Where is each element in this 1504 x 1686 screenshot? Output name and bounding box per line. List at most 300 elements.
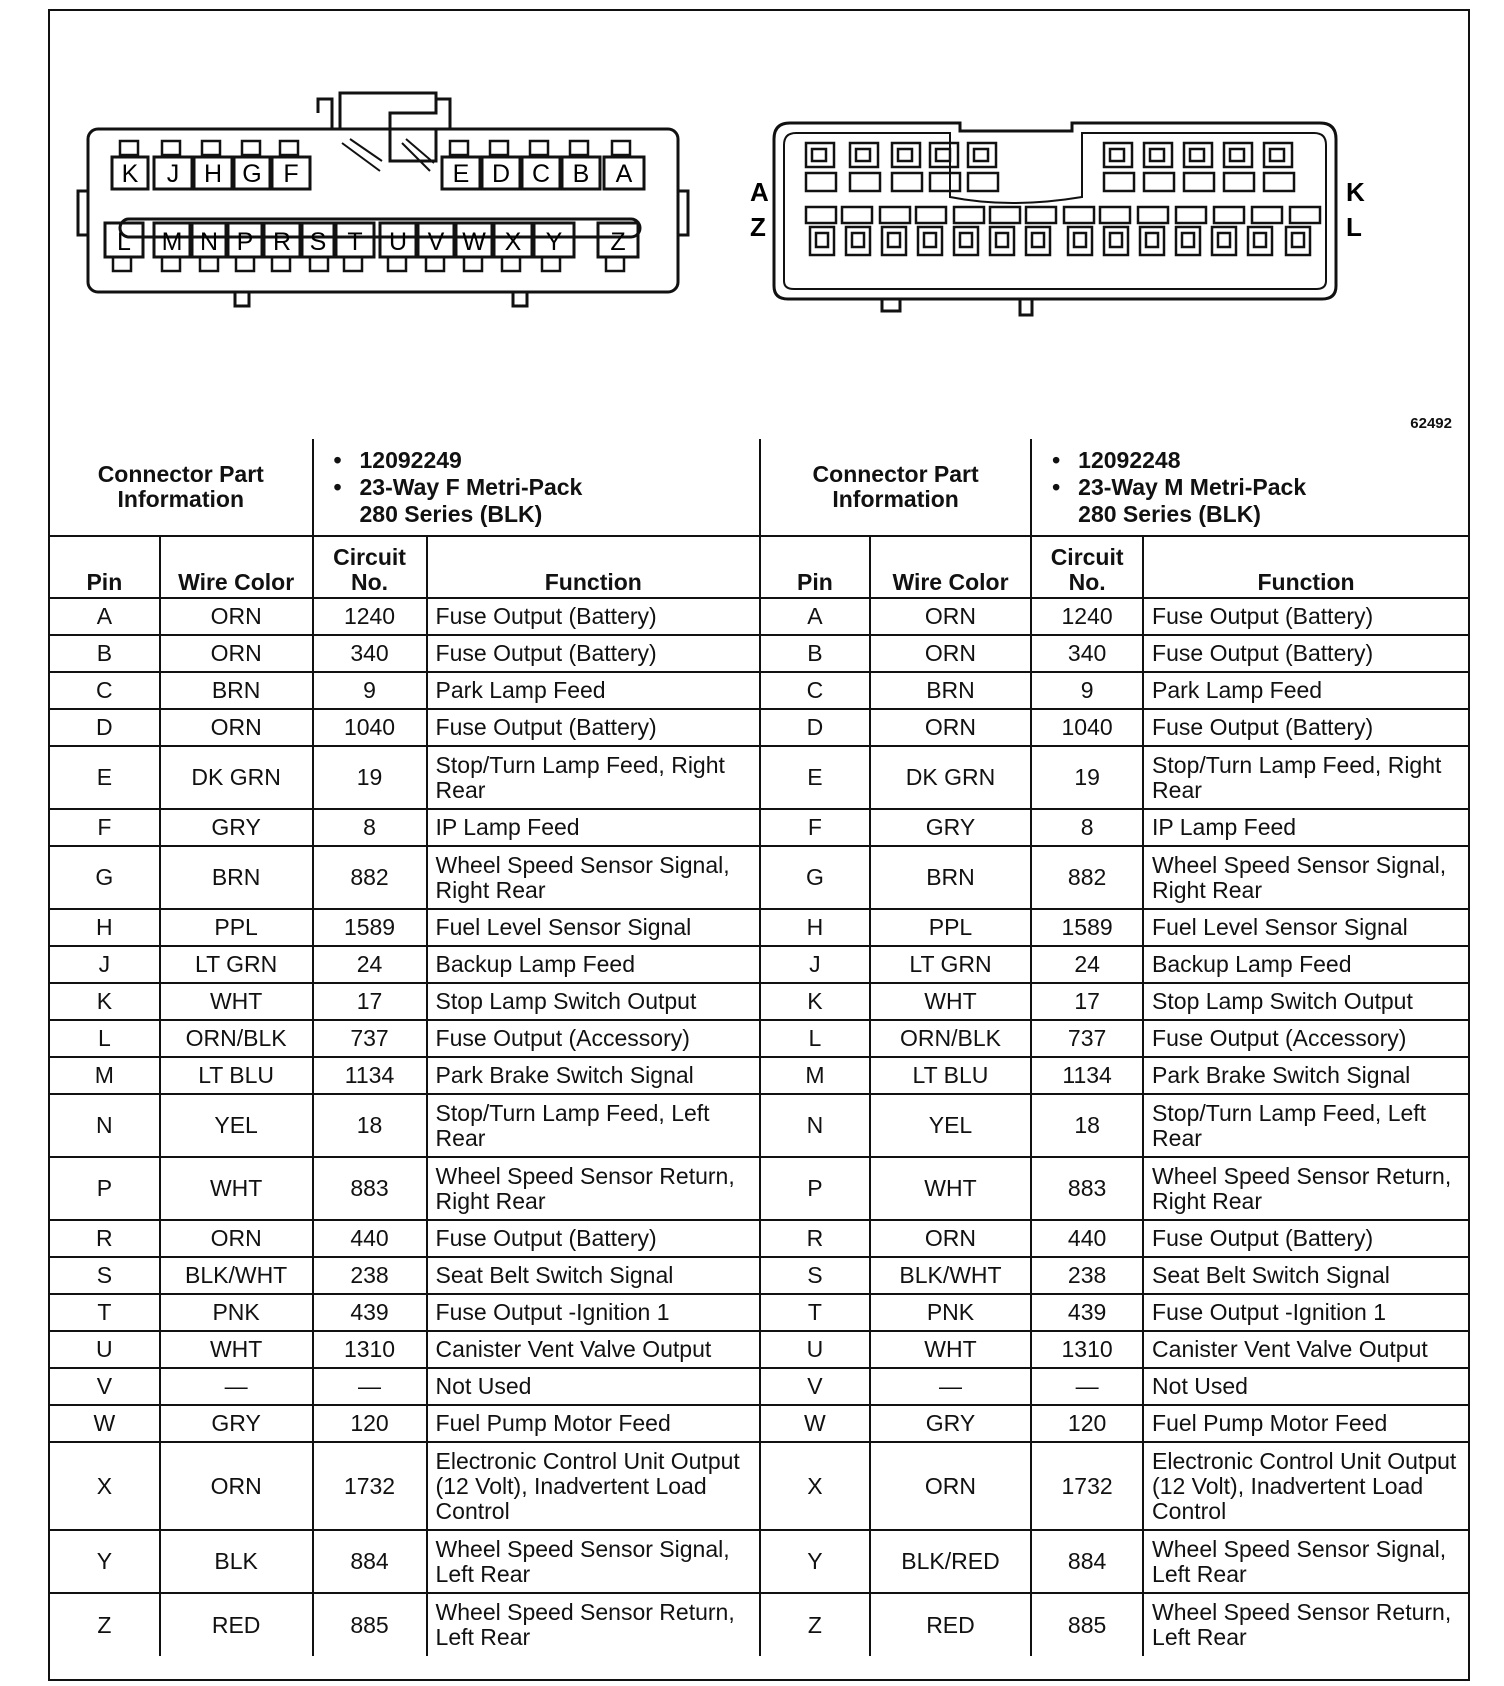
left-function-cell: Seat Belt Switch Signal <box>427 1257 761 1294</box>
right-wire-color-cell: PPL <box>870 909 1031 946</box>
male-lower-lock <box>916 207 946 223</box>
table-row <box>50 1020 1468 1057</box>
left-pin-cell: P <box>50 1157 160 1220</box>
male-lower-lock <box>880 207 910 223</box>
left-pin-cell: U <box>50 1331 160 1368</box>
right-wire-color-cell: — <box>870 1368 1031 1405</box>
table-row <box>50 909 1468 946</box>
left-wire-color-cell: LT GRN <box>160 946 313 983</box>
terminal-post <box>490 141 508 155</box>
male-label-left-top: A <box>750 177 769 207</box>
right-pin-cell: D <box>760 709 870 746</box>
table-row <box>50 983 1468 1020</box>
terminal-post <box>570 141 588 155</box>
right-circuit-cell: 737 <box>1031 1020 1143 1057</box>
right-circuit-cell: 8 <box>1031 809 1143 846</box>
male-upper-cavity <box>968 143 996 167</box>
right-wire-color-cell: ORN <box>870 598 1031 635</box>
terminal-post <box>502 257 520 271</box>
left-pin-cell: C <box>50 672 160 709</box>
left-circuit-cell: 883 <box>313 1157 427 1220</box>
male-upper-lock <box>850 173 880 191</box>
left-pin-cell: A <box>50 598 160 635</box>
right-circuit-cell: 1310 <box>1031 1331 1143 1368</box>
terminal-post <box>530 141 548 155</box>
left-circuit-cell: 18 <box>313 1094 427 1157</box>
left-wire-color-cell: — <box>160 1368 313 1405</box>
right-circuit-cell: 440 <box>1031 1220 1143 1257</box>
right-circuit-cell: — <box>1031 1368 1143 1405</box>
right-circuit-cell: 884 <box>1031 1530 1143 1593</box>
male-lower-cavity <box>954 227 978 255</box>
right-function-cell: Fuse Output (Battery) <box>1143 1220 1468 1257</box>
right-pin-cell: M <box>760 1057 870 1094</box>
left-circuit-cell: 17 <box>313 983 427 1020</box>
table-row <box>50 709 1468 746</box>
male-upper-lock <box>1104 173 1134 191</box>
female-top-pin-label: H <box>203 160 223 188</box>
col-header-function: Function <box>427 536 761 598</box>
left-wire-color-cell: WHT <box>160 983 313 1020</box>
col-header-wire-color: Wire Color <box>870 536 1031 598</box>
left-wire-color-cell: ORN <box>160 1220 313 1257</box>
right-function-cell: IP Lamp Feed <box>1143 809 1468 846</box>
right-function-cell: Seat Belt Switch Signal <box>1143 1257 1468 1294</box>
right-circuit-cell: 1134 <box>1031 1057 1143 1094</box>
right-pin-cell: Y <box>760 1530 870 1593</box>
left-function-cell: Stop/Turn Lamp Feed, Left Rear <box>427 1094 761 1157</box>
left-circuit-cell: 9 <box>313 672 427 709</box>
left-function-cell: Fuse Output (Accessory) <box>427 1020 761 1057</box>
left-description-line1: 23-Way F Metri-Pack <box>359 473 583 500</box>
left-pin-cell: R <box>50 1220 160 1257</box>
left-wire-color-cell: BLK/WHT <box>160 1257 313 1294</box>
left-pin-cell: T <box>50 1294 160 1331</box>
col-header-function: Function <box>1143 536 1468 598</box>
male-upper-terminal <box>898 149 912 161</box>
right-function-cell: Backup Lamp Feed <box>1143 946 1468 983</box>
right-circuit-cell: 120 <box>1031 1405 1143 1442</box>
right-wire-color-cell: ORN <box>870 1220 1031 1257</box>
female-bottom-pin-label: U <box>388 228 408 256</box>
left-circuit-cell: 737 <box>313 1020 427 1057</box>
left-function-cell: Stop/Turn Lamp Feed, Right Rear <box>427 746 761 809</box>
right-pin-cell: C <box>760 672 870 709</box>
right-pin-cell: P <box>760 1157 870 1220</box>
right-pin-cell: E <box>760 746 870 809</box>
terminal-post <box>612 141 630 155</box>
left-pin-cell: W <box>50 1405 160 1442</box>
left-pin-cell: G <box>50 846 160 909</box>
left-connector-info-label: Connector Part Information <box>50 439 313 536</box>
col-header-wire-color: Wire Color <box>160 536 313 598</box>
terminal-post <box>542 257 560 271</box>
right-circuit-cell: 24 <box>1031 946 1143 983</box>
left-function-cell: Wheel Speed Sensor Signal, Left Rear <box>427 1530 761 1593</box>
left-function-cell: Park Lamp Feed <box>427 672 761 709</box>
left-circuit-cell: 1589 <box>313 909 427 946</box>
left-wire-color-cell: LT BLU <box>160 1057 313 1094</box>
right-pin-cell: F <box>760 809 870 846</box>
left-circuit-cell: 440 <box>313 1220 427 1257</box>
right-function-cell: Wheel Speed Sensor Return, Left Rear <box>1143 1593 1468 1656</box>
left-connector-details: • 12092249 • 23-Way F Metri-Pack 280 Series (BLK) <box>313 439 761 536</box>
col-header-pin: Pin <box>760 536 870 598</box>
terminal-post <box>450 141 468 155</box>
right-circuit-cell: 882 <box>1031 846 1143 909</box>
left-circuit-cell: 19 <box>313 746 427 809</box>
right-wire-color-cell: PNK <box>870 1294 1031 1331</box>
female-bottom-pin-label: R <box>272 228 292 256</box>
male-lower-terminal <box>888 233 900 247</box>
male-lower-cavity <box>882 227 906 255</box>
left-wire-color-cell: ORN/BLK <box>160 1020 313 1057</box>
male-lower-cavity <box>1248 227 1272 255</box>
male-lower-cavity <box>1212 227 1236 255</box>
left-function-cell: Wheel Speed Sensor Return, Left Rear <box>427 1593 761 1656</box>
table-row <box>50 809 1468 846</box>
right-wire-color-cell: GRY <box>870 809 1031 846</box>
right-circuit-cell: 17 <box>1031 983 1143 1020</box>
left-function-cell: Fuse Output (Battery) <box>427 598 761 635</box>
male-upper-cavity <box>892 143 920 167</box>
right-pin-cell: A <box>760 598 870 635</box>
male-lower-cavity <box>1286 227 1310 255</box>
left-pin-cell: M <box>50 1057 160 1094</box>
connector-diagram <box>50 11 1468 439</box>
right-wire-color-cell: ORN <box>870 635 1031 672</box>
left-function-cell: Wheel Speed Sensor Signal, Right Rear <box>427 846 761 909</box>
male-label-right-bottom: L <box>1346 212 1362 242</box>
male-lower-lock <box>1026 207 1056 223</box>
left-circuit-cell: 24 <box>313 946 427 983</box>
female-bottom-pin-label: P <box>236 228 254 256</box>
male-upper-lock <box>1264 173 1294 191</box>
female-top-pin-label: J <box>166 160 180 188</box>
right-wire-color-cell: WHT <box>870 983 1031 1020</box>
right-pin-cell: G <box>760 846 870 909</box>
terminal-post <box>162 257 180 271</box>
female-top-pin-label: K <box>121 160 139 188</box>
female-bottom-pin-label: T <box>347 228 363 256</box>
left-wire-color-cell: GRY <box>160 809 313 846</box>
pinout-sheet <box>48 9 1470 1681</box>
left-function-cell: Fuse Output (Battery) <box>427 635 761 672</box>
male-upper-lock <box>806 173 836 191</box>
left-wire-color-cell: ORN <box>160 635 313 672</box>
male-upper-terminal <box>1150 149 1164 161</box>
left-wire-color-cell: GRY <box>160 1405 313 1442</box>
right-function-cell: Park Lamp Feed <box>1143 672 1468 709</box>
table-row <box>50 1530 1468 1593</box>
female-bottom-pin-label: W <box>462 228 486 256</box>
right-pin-cell: V <box>760 1368 870 1405</box>
terminal-post <box>113 257 131 271</box>
male-lower-lock <box>1138 207 1168 223</box>
male-upper-terminal <box>1270 149 1284 161</box>
right-pin-cell: J <box>760 946 870 983</box>
left-function-cell: Fuel Pump Motor Feed <box>427 1405 761 1442</box>
table-row <box>50 1157 1468 1220</box>
right-description-line1: 23-Way M Metri-Pack <box>1078 473 1307 500</box>
left-wire-color-cell: WHT <box>160 1157 313 1220</box>
left-pin-cell: X <box>50 1442 160 1530</box>
terminal-post <box>236 257 254 271</box>
left-function-cell: Fuse Output (Battery) <box>427 1220 761 1257</box>
right-pin-cell: H <box>760 909 870 946</box>
male-upper-cavity <box>850 143 878 167</box>
male-lower-lock <box>1290 207 1320 223</box>
right-function-cell: Stop/Turn Lamp Feed, Right Rear <box>1143 746 1468 809</box>
connector-drawings <box>50 11 1468 439</box>
female-bottom-pin-label: X <box>504 228 522 256</box>
left-circuit-cell: 1240 <box>313 598 427 635</box>
left-pin-cell: Z <box>50 1593 160 1656</box>
table-row <box>50 598 1468 635</box>
male-lower-lock <box>990 207 1020 223</box>
col-header-circuit: Circuit No. <box>1031 536 1143 598</box>
female-top-pin-label: G <box>242 160 262 188</box>
right-wire-color-cell: WHT <box>870 1157 1031 1220</box>
male-lower-terminal <box>960 233 972 247</box>
left-pin-cell: E <box>50 746 160 809</box>
male-lower-cavity <box>990 227 1014 255</box>
male-lower-cavity <box>1140 227 1164 255</box>
right-wire-color-cell: BRN <box>870 846 1031 909</box>
male-upper-cavity <box>930 143 958 167</box>
right-function-cell: Wheel Speed Sensor Signal, Left Rear <box>1143 1530 1468 1593</box>
left-pin-cell: D <box>50 709 160 746</box>
male-upper-terminal <box>812 149 826 161</box>
male-lower-cavity <box>918 227 942 255</box>
table-row <box>50 635 1468 672</box>
left-circuit-cell: 8 <box>313 809 427 846</box>
left-function-cell: Stop Lamp Switch Output <box>427 983 761 1020</box>
right-pin-cell: S <box>760 1257 870 1294</box>
male-lower-lock <box>1064 207 1094 223</box>
table-row <box>50 1405 1468 1442</box>
left-pin-cell: N <box>50 1094 160 1157</box>
terminal-post <box>272 257 290 271</box>
right-function-cell: Fuse Output -Ignition 1 <box>1143 1294 1468 1331</box>
terminal-post <box>162 141 180 155</box>
left-wire-color-cell: ORN <box>160 598 313 635</box>
male-lower-terminal <box>1218 233 1230 247</box>
right-function-cell: Canister Vent Valve Output <box>1143 1331 1468 1368</box>
left-circuit-cell: 1134 <box>313 1057 427 1094</box>
right-circuit-cell: 19 <box>1031 746 1143 809</box>
table-row <box>50 672 1468 709</box>
left-circuit-cell: 439 <box>313 1294 427 1331</box>
male-lower-cavity <box>1176 227 1200 255</box>
male-upper-lock <box>892 173 922 191</box>
right-function-cell: Fuse Output (Battery) <box>1143 635 1468 672</box>
right-connector-info-label: Connector Part Information <box>760 439 1031 536</box>
left-pin-cell: F <box>50 809 160 846</box>
left-circuit-cell: 238 <box>313 1257 427 1294</box>
male-upper-terminal <box>1190 149 1204 161</box>
right-function-cell: Fuse Output (Accessory) <box>1143 1020 1468 1057</box>
male-upper-cavity <box>1104 143 1132 167</box>
right-circuit-cell: 1732 <box>1031 1442 1143 1530</box>
right-circuit-cell: 885 <box>1031 1593 1143 1656</box>
left-wire-color-cell: DK GRN <box>160 746 313 809</box>
right-function-cell: Wheel Speed Sensor Return, Right Rear <box>1143 1157 1468 1220</box>
left-wire-color-cell: PNK <box>160 1294 313 1331</box>
male-lower-terminal <box>1074 233 1086 247</box>
female-top-pin-label: E <box>452 160 470 188</box>
right-circuit-cell: 1040 <box>1031 709 1143 746</box>
male-upper-cavity <box>1184 143 1212 167</box>
female-bottom-pin-label: Z <box>610 228 626 256</box>
right-part-number: 12092248 <box>1078 446 1181 473</box>
female-bottom-pin-label: Y <box>545 228 563 256</box>
left-function-cell: Park Brake Switch Signal <box>427 1057 761 1094</box>
male-lower-terminal <box>924 233 936 247</box>
right-wire-color-cell: YEL <box>870 1094 1031 1157</box>
right-function-cell: Not Used <box>1143 1368 1468 1405</box>
left-circuit-cell: 885 <box>313 1593 427 1656</box>
terminal-post <box>200 257 218 271</box>
terminal-post <box>310 257 328 271</box>
female-top-pin-label: A <box>615 160 633 188</box>
right-pin-cell: Z <box>760 1593 870 1656</box>
right-circuit-cell: 439 <box>1031 1294 1143 1331</box>
left-function-cell: Fuel Level Sensor Signal <box>427 909 761 946</box>
terminal-post <box>426 257 444 271</box>
male-upper-lock <box>968 173 998 191</box>
terminal-post <box>242 141 260 155</box>
terminal-post <box>280 141 298 155</box>
right-function-cell: Wheel Speed Sensor Signal, Right Rear <box>1143 846 1468 909</box>
terminal-post <box>120 141 138 155</box>
left-circuit-cell: — <box>313 1368 427 1405</box>
col-header-pin: Pin <box>50 536 160 598</box>
table-row <box>50 1057 1468 1094</box>
male-lower-lock <box>954 207 984 223</box>
left-pin-cell: K <box>50 983 160 1020</box>
right-wire-color-cell: DK GRN <box>870 746 1031 809</box>
male-lower-terminal <box>1254 233 1266 247</box>
female-bottom-pin-label: M <box>161 228 183 256</box>
female-bottom-pin-label: L <box>117 228 131 256</box>
right-description-line2: 280 Series (BLK) <box>1078 500 1261 527</box>
female-top-pin-label: B <box>572 160 590 188</box>
male-lower-lock <box>1252 207 1282 223</box>
left-wire-color-cell: PPL <box>160 909 313 946</box>
terminal-post <box>202 141 220 155</box>
right-circuit-cell: 9 <box>1031 672 1143 709</box>
left-pin-cell: H <box>50 909 160 946</box>
male-lower-terminal <box>996 233 1008 247</box>
male-upper-lock <box>930 173 960 191</box>
male-lower-lock <box>1176 207 1206 223</box>
male-lower-terminal <box>852 233 864 247</box>
male-lower-lock <box>1214 207 1244 223</box>
male-upper-cavity <box>806 143 834 167</box>
right-wire-color-cell: BLK/RED <box>870 1530 1031 1593</box>
figure-number: 62492 <box>1410 415 1452 432</box>
left-part-number: 12092249 <box>359 446 462 473</box>
female-top-pin-label: C <box>531 160 551 188</box>
pinout-table <box>50 439 1468 1656</box>
left-function-cell: Electronic Control Unit Output (12 Volt), Inadvertent Load Control <box>427 1442 761 1530</box>
male-upper-terminal <box>936 149 950 161</box>
male-upper-terminal <box>856 149 870 161</box>
left-wire-color-cell: ORN <box>160 709 313 746</box>
female-connector-face <box>78 93 688 306</box>
table-row <box>50 1368 1468 1405</box>
male-lower-cavity <box>846 227 870 255</box>
right-function-cell: Fuse Output (Battery) <box>1143 598 1468 635</box>
male-upper-lock <box>1144 173 1174 191</box>
col-header-circuit: Circuit No. <box>313 536 427 598</box>
male-label-right-top: K <box>1346 177 1365 207</box>
right-pin-cell: N <box>760 1094 870 1157</box>
male-lower-terminal <box>816 233 828 247</box>
female-bottom-pin-label: V <box>427 228 445 256</box>
table-row <box>50 1094 1468 1157</box>
left-description-line2: 280 Series (BLK) <box>359 500 543 527</box>
right-function-cell: Stop Lamp Switch Output <box>1143 983 1468 1020</box>
left-function-cell: Not Used <box>427 1368 761 1405</box>
left-wire-color-cell: BRN <box>160 846 313 909</box>
male-label-left-bottom: Z <box>750 212 766 242</box>
left-circuit-cell: 882 <box>313 846 427 909</box>
right-circuit-cell: 238 <box>1031 1257 1143 1294</box>
table-row <box>50 1257 1468 1294</box>
left-circuit-cell: 1732 <box>313 1442 427 1530</box>
left-circuit-cell: 1310 <box>313 1331 427 1368</box>
terminal-post <box>344 257 362 271</box>
right-pin-cell: B <box>760 635 870 672</box>
left-circuit-cell: 884 <box>313 1530 427 1593</box>
right-connector-details: • 12092248 • 23-Way M Metri-Pack 280 Series (BLK) <box>1031 439 1468 536</box>
left-function-cell: Backup Lamp Feed <box>427 946 761 983</box>
male-lower-lock <box>842 207 872 223</box>
male-lower-cavity <box>1104 227 1128 255</box>
right-function-cell: Fuel Level Sensor Signal <box>1143 909 1468 946</box>
male-lower-terminal <box>1182 233 1194 247</box>
left-function-cell: IP Lamp Feed <box>427 809 761 846</box>
male-lower-lock <box>1100 207 1130 223</box>
male-upper-terminal <box>1110 149 1124 161</box>
left-pin-cell: V <box>50 1368 160 1405</box>
right-wire-color-cell: BLK/WHT <box>870 1257 1031 1294</box>
terminal-post <box>464 257 482 271</box>
right-pin-cell: W <box>760 1405 870 1442</box>
male-lower-terminal <box>1110 233 1122 247</box>
male-lower-terminal <box>1146 233 1158 247</box>
right-wire-color-cell: BRN <box>870 672 1031 709</box>
female-top-pin-label: F <box>283 160 299 188</box>
left-pin-cell: L <box>50 1020 160 1057</box>
left-function-cell: Fuse Output -Ignition 1 <box>427 1294 761 1331</box>
right-circuit-cell: 1589 <box>1031 909 1143 946</box>
right-pin-cell: U <box>760 1331 870 1368</box>
left-pin-cell: B <box>50 635 160 672</box>
left-pin-cell: J <box>50 946 160 983</box>
female-top-pin-label: D <box>491 160 511 188</box>
left-function-cell: Canister Vent Valve Output <box>427 1331 761 1368</box>
right-function-cell: Park Brake Switch Signal <box>1143 1057 1468 1094</box>
right-circuit-cell: 883 <box>1031 1157 1143 1220</box>
table-row <box>50 1294 1468 1331</box>
left-function-cell: Wheel Speed Sensor Return, Right Rear <box>427 1157 761 1220</box>
pin-rows <box>50 598 1468 1656</box>
left-pin-cell: Y <box>50 1530 160 1593</box>
male-upper-cavity <box>1264 143 1292 167</box>
